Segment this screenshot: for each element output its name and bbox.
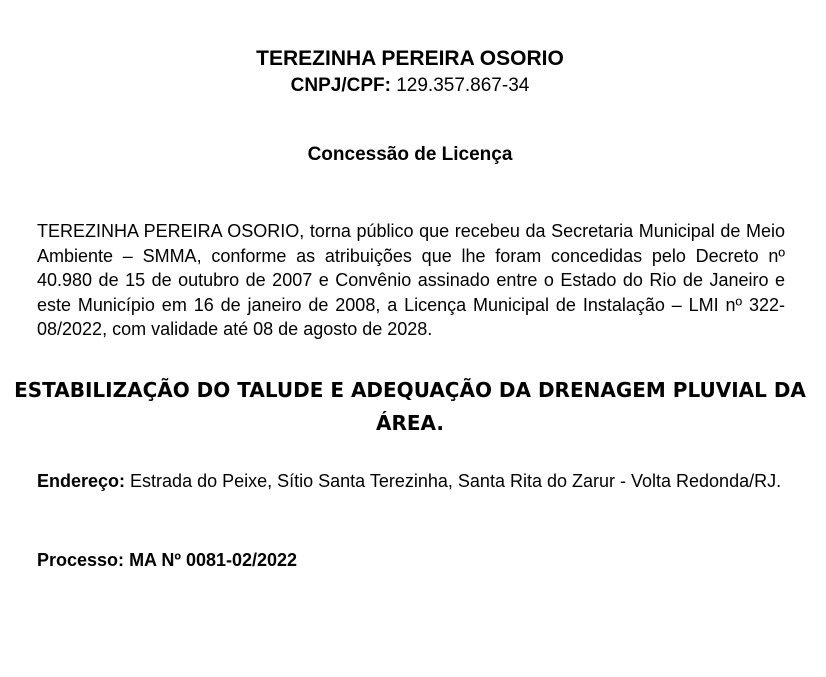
cnpj-line — [0, 74, 820, 98]
process-value: MA Nº 0081-02/2022 — [129, 550, 298, 570]
project-title — [0, 374, 820, 440]
process-line — [37, 548, 785, 572]
process-label: Processo: — [37, 550, 125, 570]
document-subject: Concessão de Licença — [307, 144, 513, 165]
address-paragraph — [37, 469, 785, 494]
notice-body: TEREZINHA PEREIRA OSORIO, torna público que recebeu da Secretaria Municipal de Meio Ambiente – SMMA, conforme as atribuições que lhe foram concedidas pelo Decreto nº 40.980 de 15 de outubro de 2007 e Convênio assinado entre o Estado do Rio de Janeiro e este Município em 16 de janeiro de 2008, a Licença Municipal de Instalação – LMI nº 322-08/2022, com validade até 08 de agosto de 2028. — [37, 221, 785, 339]
cnpj-label: CNPJ/CPF: — [290, 75, 391, 96]
holder-name: TEREZINHA PEREIRA OSORIO — [256, 47, 564, 70]
project-title-line-2: ÁREA. — [376, 411, 444, 435]
cnpj-value: 129.357.867-34 — [396, 75, 530, 96]
address-label: Endereço: — [37, 471, 126, 491]
address-value: Estrada do Peixe, Sítio Santa Terezinha, Santa Rita do Zarur - Volta Redonda/RJ. — [130, 471, 782, 491]
project-title-line-1: ESTABILIZAÇÃO DO TALUDE E ADEQUAÇÃO DA DRENAGEM PLUVIAL DA — [14, 378, 806, 402]
